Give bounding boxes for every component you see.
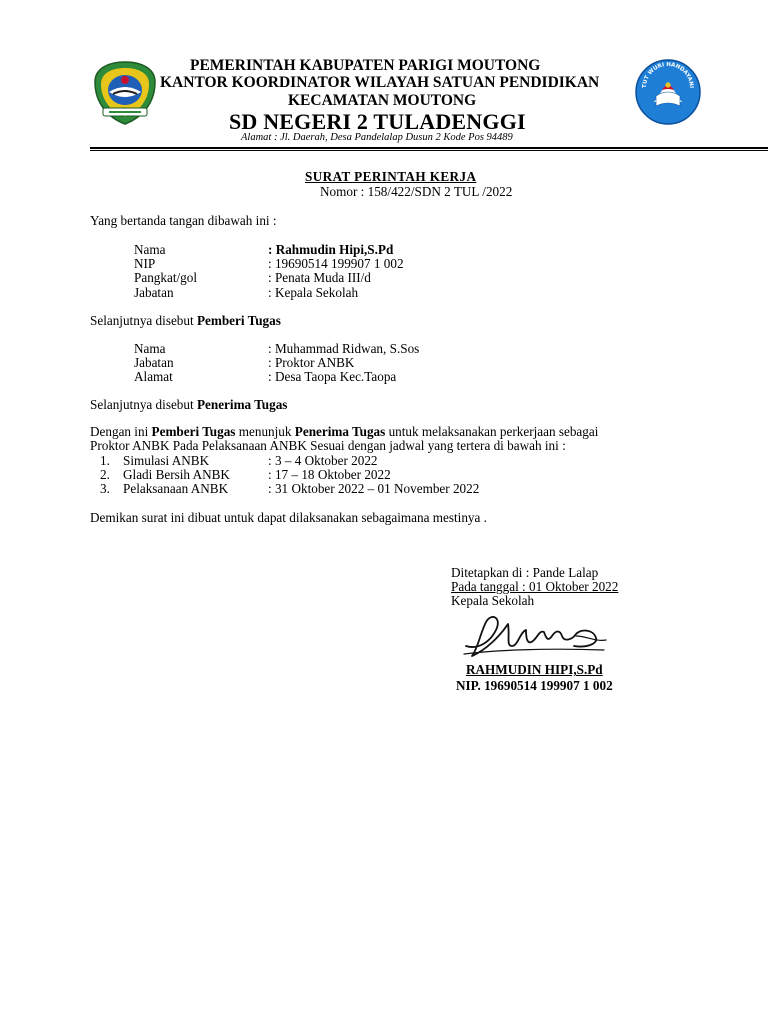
issuer-nip-value: : 19690514 199907 1 002 xyxy=(268,256,404,271)
signature-position: Kepala Sekolah xyxy=(451,593,535,608)
signature-date: Pada tanggal : 01 Oktober 2022 xyxy=(451,579,619,594)
schedule-number: 3. xyxy=(100,481,110,496)
tut-wuri-handayani-logo-icon xyxy=(634,58,702,126)
intro-text: Yang bertanda tangan dibawah ini : xyxy=(90,213,277,228)
header-government: PEMERINTAH KABUPATEN PARIGI MOUTONG xyxy=(190,57,541,74)
closing-text: Demikan surat ini dibuat untuk dapat dilaksanakan sebagaimana mestinya . xyxy=(90,510,487,525)
svg-text:TUT WURI HANDAYANI: TUT WURI HANDAYANI xyxy=(641,61,695,89)
schedule-number: 1. xyxy=(100,453,110,468)
signatory-nip: NIP. 19690514 199907 1 002 xyxy=(456,678,613,693)
header-rule-thick xyxy=(90,147,768,149)
recipient-position-value: : Proktor ANBK xyxy=(268,355,355,370)
signature-icon xyxy=(456,606,616,664)
issuer-position-label: Jabatan xyxy=(134,285,174,300)
issuer-name-value: : Rahmudin Hipi,S.Pd xyxy=(268,242,394,257)
para-role-recipient: Penerima Tugas xyxy=(294,424,386,439)
school-name: SD NEGERI 2 TULADENGGI xyxy=(229,109,526,134)
issuer-name-label: Nama xyxy=(134,242,166,257)
schedule-label: Gladi Bersih ANBK xyxy=(123,467,230,482)
signatory-name: RAHMUDIN HIPI,S.Pd xyxy=(466,662,603,677)
schedule-number: 2. xyxy=(100,467,110,482)
school-address: Alamat : Jl. Daerah, Desa Pandelalap Dusun 2 Kode Pos 94489 xyxy=(241,132,513,143)
para-text: untuk melaksanakan perkerjaan sebagai xyxy=(385,424,599,439)
letter-number: Nomor : 158/422/SDN 2 TUL /2022 xyxy=(320,184,513,199)
schedule-label: Pelaksanaan ANBK xyxy=(123,481,229,496)
para-role-issuer: Pemberi Tugas xyxy=(151,424,236,439)
recipient-name-value: : Muhammad Ridwan, S.Sos xyxy=(268,341,420,356)
recipient-name-label: Nama xyxy=(134,341,166,356)
issuer-note-prefix: Selanjutnya disebut xyxy=(90,313,197,328)
header-office: KANTOR KOORDINATOR WILAYAH SATUAN PENDIDIKAN xyxy=(160,74,600,91)
recipient-note xyxy=(90,397,287,413)
recipient-address-label: Alamat xyxy=(134,369,173,384)
recipient-note-role: Penerima Tugas xyxy=(196,397,288,412)
schedule-date: : 31 Oktober 2022 – 01 November 2022 xyxy=(268,481,480,496)
issuer-position-value: : Kepala Sekolah xyxy=(268,285,359,300)
schedule-label: Simulasi ANBK xyxy=(123,453,210,468)
issuer-note-role: Pemberi Tugas xyxy=(196,313,281,328)
issuer-note xyxy=(90,313,281,329)
regency-emblem-icon xyxy=(91,60,159,126)
recipient-note-prefix: Selanjutnya disebut xyxy=(90,397,197,412)
letter-title: SURAT PERINTAH KERJA xyxy=(305,169,477,184)
recipient-address-value: : Desa Taopa Kec.Taopa xyxy=(268,369,397,384)
schedule-date: : 17 – 18 Oktober 2022 xyxy=(268,467,391,482)
header-district: KECAMATAN MOUTONG xyxy=(288,92,477,109)
signature-place: Ditetapkan di : Pande Lalap xyxy=(451,565,599,580)
issuer-rank-value: : Penata Muda III/d xyxy=(268,270,371,285)
header-rule-thin xyxy=(90,150,768,151)
schedule-date: : 3 – 4 Oktober 2022 xyxy=(268,453,378,468)
issuer-nip-label: NIP xyxy=(134,256,156,271)
issuer-rank-label: Pangkat/gol xyxy=(134,270,198,285)
para-text: Dengan ini xyxy=(90,424,152,439)
assignment-paragraph-line2: Proktor ANBK Pada Pelaksanaan ANBK Sesuai dengan jadwal yang tertera di bawah ini : xyxy=(90,438,566,453)
recipient-position-label: Jabatan xyxy=(134,355,174,370)
para-text: menunjuk xyxy=(235,424,295,439)
